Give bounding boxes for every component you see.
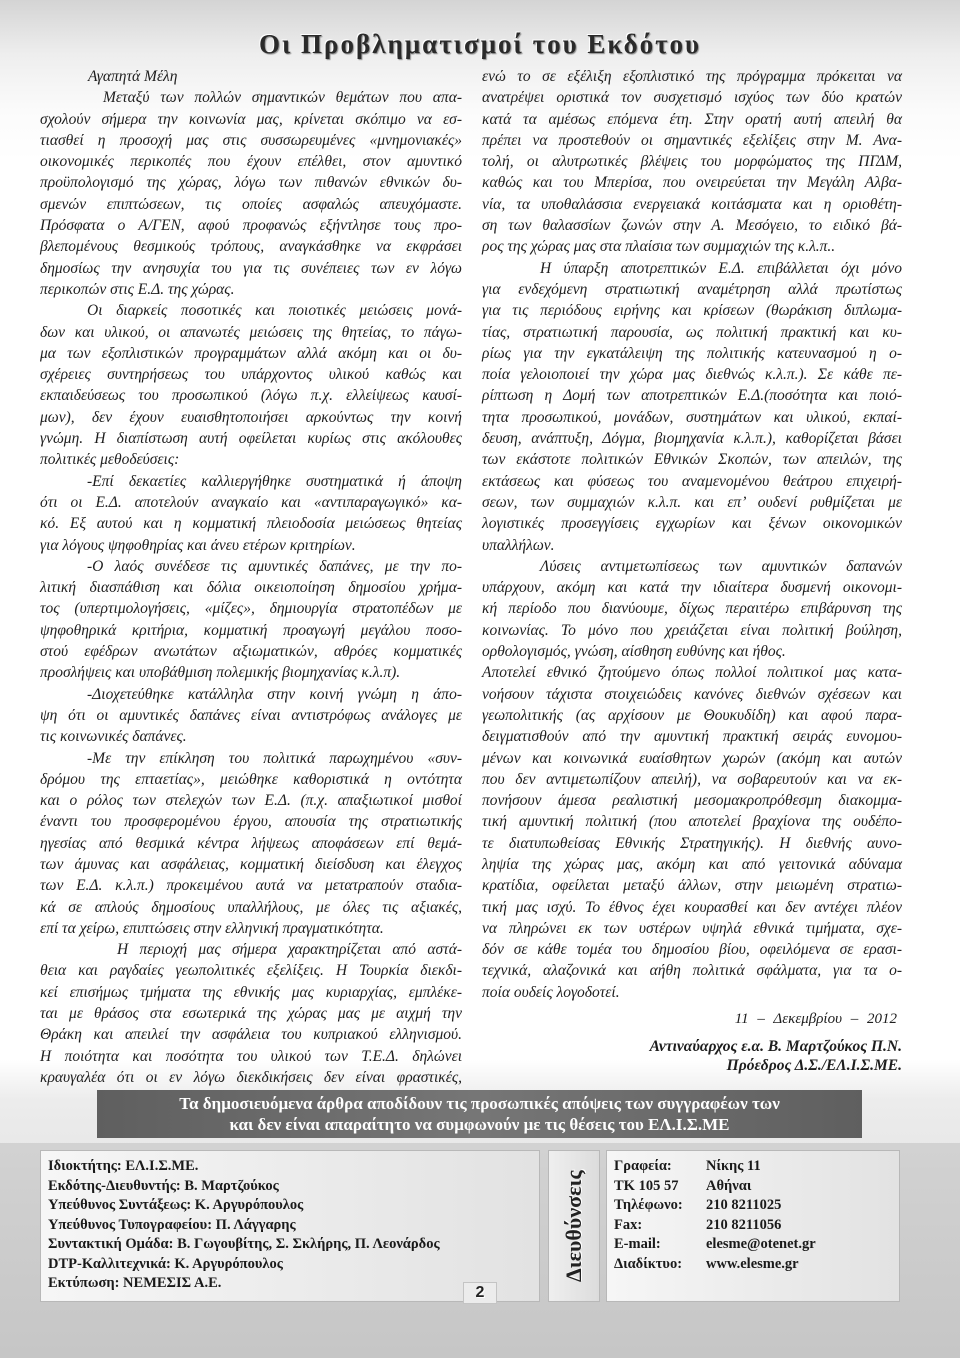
colophon-line: DTP-Καλλιτεχνικά: Κ. Αργυρόπουλος	[48, 1255, 283, 1272]
address-row	[614, 1255, 899, 1275]
text-line: έναντι του προσφερομένου έργου, απουσία της στρατιωτικής	[40, 813, 462, 831]
addresses-heading-box	[548, 1150, 600, 1302]
text-line: λογιστικές προσεγγίσεις εγχωρίων και ξένων οικονομικών	[482, 515, 902, 533]
text-line: -Διοχετεύθηκε κατάλληλα στην κοινή γνώμη η άπο-	[87, 685, 462, 703]
page-number: 2	[463, 1282, 497, 1304]
paragraph	[482, 556, 902, 662]
text-line: πονήσουν άμεσα ρεαλιστική μεσομακροπρόθεσμη διακομμα-	[482, 792, 902, 810]
text-line: υπάρχουν, ακόμη και κατά την ιδιαίτερα δυσμενή οικονομι-	[482, 579, 902, 597]
text-line: ση των θαλασσίων ζωνών στην Α. Μεσόγειο, το ειδικό βά-	[482, 217, 902, 235]
text-line: κά σε απλούς δημοσίους υπαλλήλους, με όλες τις αξιακές,	[40, 898, 462, 916]
address-value: elesme@otenet.gr	[706, 1236, 816, 1252]
text-line: εκπαιδεύσεως του προσωπικού (λόγω π.χ. ελλείψεως καυσί-	[40, 387, 462, 405]
text-line: κοινωνίας. Το μόνο που χρειάζεται είναι πολιτική βούληση,	[482, 621, 902, 639]
text-line: δόν σε κάθε τομέα του δημοσίου βίου, οφειλόμενα σε ερασι-	[482, 941, 902, 959]
text-line: ανατρέψει οριστικά τον συσχετισμό ισχύος των δύο κρατών	[482, 89, 902, 107]
text-line: τητα προσωπικού, μονάδων, συστημάτων και υλικού, εκπαί-	[482, 408, 902, 426]
text-line: κή περίοδο που διανύουμε, δίχως περαιτέρω επιβάρυνση της	[482, 600, 902, 618]
text-line: τος (υπερτιμολογήσεις, «μίζες», δημιουργία στρατοπέδων με	[40, 600, 462, 618]
text-line: τεχνικά, αλαζονικά και αήθη πολιτικά σφάλματα, για τα ο-	[482, 962, 902, 980]
addresses-panel	[606, 1150, 900, 1302]
text-line: δειγματισθούν από την αμυντική πρακτική σειράς ευνομου-	[482, 728, 902, 746]
text-line: Οι διαρκείς ποσοτικές και ποιοτικές μειώσεις μονά-	[87, 302, 462, 320]
text-line: προϋπολογισμό της χώρας, λόγω των πιθανών εθνικών δυ-	[40, 174, 462, 192]
text-line: να πληρώνει εκ των υστέρων υψηλά εθνικά τιμήματα, σχε-	[482, 919, 902, 937]
address-row	[614, 1216, 899, 1236]
text-line: ενώ το σε εξέλιξη εξοπλιστικό της πρόγραμμα πρόκειται να	[482, 68, 902, 85]
text-line: -Με την επίκληση του πολιτικά παρωχημένου «συν-	[87, 749, 462, 767]
address-label: ΤΚ 105 57	[614, 1177, 679, 1194]
text-line: τολή, οι αλυτρωτικές βλέψεις του μορφώματος της ΠΓΔΜ,	[482, 153, 902, 171]
text-line: Μεταξύ των πολλών σημαντικών θεμάτων που απα-	[103, 89, 462, 107]
address-row	[614, 1235, 899, 1255]
paragraph	[40, 300, 462, 470]
colophon-line: Συντακτική Ομάδα: Β. Γωγουβίτης, Σ. Σκλήρης, Π. Λεονάρδος	[48, 1236, 440, 1252]
text-line: μα των εξοπλιστικών προγραμμάτων αλλά ακόμη και οι δυ-	[40, 344, 462, 362]
text-line: δρόμου της επταετίας», μειώθηκε καθοριστικά η οντότητα	[40, 770, 462, 788]
text-line: τις κοινωνικές δαπάνες.	[40, 728, 187, 746]
text-line: κατά τα αμέσως επόμενα έτη. Στην ορατή αυτή απειλή θα	[482, 110, 902, 128]
text-line: εκτάσεως και φύσεως του αναμενομένου θεάτρου επιχειρή-	[482, 472, 902, 490]
colophon-line: Ιδιοκτήτης: ΕΛ.Ι.Σ.ΜΕ.	[48, 1158, 199, 1174]
text-line: πρέπει να προστεθούν οι σημαντικές εξελίξεις στην Μ. Ανα-	[482, 131, 902, 149]
text-line: που δεν αντιμετωπίζουν απειλή), να σοβαρευτούν και να εκ-	[482, 770, 902, 788]
text-line: κό. Εξ αυτού και η κομματική πλειοδοσία μειώσεως θητείας	[40, 515, 462, 533]
text-line: Η ύπαρξη αποτρεπτικών Ε.Δ. επιβάλλεται όχι μόνο	[540, 259, 902, 277]
text-line: των εκάστοτε πολιτικών Εθνικών Σκοπών, των απειλών, της	[482, 451, 902, 469]
text-line: πολιτικές μεθοδεύσεις:	[40, 451, 180, 469]
address-label: Τηλέφωνο:	[614, 1197, 683, 1213]
address-label: Γραφεία:	[614, 1158, 672, 1174]
address-value: 210 8211056	[706, 1216, 782, 1233]
address-value: Νίκης 11	[706, 1158, 761, 1174]
text-line: περικοπών στις Ε.Δ. της χώρας.	[40, 280, 235, 298]
text-line: τική αμυντική πολιτική (που αποτελεί βραχίονα της ουδέπο-	[482, 813, 902, 831]
text-line: για ενδεχόμενη στρατιωτική αναμέτρηση αλλά πρωτίστως	[482, 280, 902, 298]
disclaimer-banner	[97, 1090, 862, 1138]
colophon-line: Εκδότης-Διευθυντής: Β. Μαρτζούκος	[48, 1177, 279, 1194]
text-line: ποία γελοιοποιεί την χώρα μας διεθνώς κ.λ.π.). Σε κάθε πε-	[482, 366, 902, 384]
article-right-column	[482, 66, 902, 1003]
text-line: Η περιοχή μας σήμερα χαρακτηρίζεται από αστά-	[117, 941, 462, 959]
text-line: κραυγαλέα ότι οι εν λόγω διεκδικήσεις δεν είναι φραστικές,	[40, 1068, 462, 1086]
signature-name: Αντιναύαρχος ε.α. Β. Μαρτζούκος Π.Ν.	[649, 1038, 902, 1055]
paragraph	[40, 556, 462, 684]
text-line: Λύσεις αντιμετωπίσεως των αμυντικών δαπανών	[540, 557, 902, 575]
paragraph	[40, 939, 462, 1088]
page-title: Οι Προβληματισμοί του Εκδότου	[258, 29, 702, 59]
addresses-heading: Διευθύνσεις	[561, 1170, 586, 1282]
text-line: ρίως για την εγκατάλειψη της πολιτικής κατευνασμού η ο-	[482, 344, 902, 362]
text-line: οικονομικές περικοπές που έχουν επέλθει, στον αμυντικό	[40, 153, 462, 171]
address-label: Διαδίκτυο:	[614, 1255, 683, 1272]
paragraph	[40, 87, 462, 300]
text-line: των άμυνας και ασφάλειας, κομματική διείσδυση και έλεγχος	[40, 855, 462, 873]
text-line: ρίπτωση η Δομή των αποτρεπτικών Ε.Δ.(ποσότητα και ποιό-	[482, 387, 902, 405]
address-row	[614, 1157, 899, 1177]
text-line: Αγαπητά Μέλη	[88, 68, 178, 85]
text-line: Η ποιότητα και ποσότητα του υλικού των Τ.Ε.Δ. δηλώνει	[40, 1047, 462, 1065]
text-line: Αποτελεί εθνικό ζητούμενο όπως πολλοί πολιτικοί μας κατα-	[482, 664, 902, 682]
colophon-line: Υπεύθυνος Συντάξεως: Κ. Αργυρόπουλος	[48, 1197, 304, 1213]
text-line: σεων, των συμμαχιών κ.λ.π. και επ’ ουδενί ρυθμίζεται με	[482, 493, 902, 511]
text-line: μένων και κοινωνικά ευαίσθητων χωρών (ακόμη και αυτών	[482, 749, 902, 767]
paragraph	[40, 684, 462, 748]
text-line: επί τα χείρω, επιπτώσεις στην ελληνική πραγματικότητα.	[40, 919, 384, 937]
colophon-line: Εκτύπωση: ΝΕΜΕΣΙΣ Α.Ε.	[48, 1275, 222, 1291]
text-line: δευση, ανάπτυξη, Δόγμα, βιομηχανία κ.λ.π.), καθορίζεται βάσει	[482, 430, 902, 448]
salutation	[40, 66, 462, 87]
paragraph	[40, 471, 462, 556]
text-line: ψηφοθηρικά κριτήρια, κομματική προαγωγή μεγάλου ποσο-	[40, 621, 462, 639]
text-line: θεια και ραγδαίες γεωπολιτικές εξελίξεις. Η Τουρκία διεκδι-	[40, 962, 462, 980]
text-line: δημοσίως την ανησυχία του για τις συνέπειες των εν λόγω	[40, 259, 462, 277]
text-line: ληψία της χώρας μας, ακόμη και από γειτονικά αδύναμα	[482, 855, 902, 873]
text-line: για τις περιόδους ειρήνης και κρίσεων (θωράκιση διπλωμα-	[482, 302, 902, 320]
text-line: ρος της χώρας μας στα πλαίσια των συμμαχιών της κ.λ.π..	[482, 238, 836, 256]
disclaimer-line: και δεν είναι απαραίτητο να συμφωνούν με τις θέσεις του ΕΛ.Ι.Σ.ΜΕ	[229, 1115, 730, 1134]
article-date: 11 – Δεκεμβρίου – 2012	[734, 1011, 897, 1027]
text-line: ται με θράσος στα εσωτερικά της χώρας μας με αιχμή την	[40, 1005, 462, 1023]
text-line: -Επί δεκαετίες καλλιεργήθηκε συστηματικά ή άποψη	[87, 472, 462, 490]
text-line: σχολούν σήμερα την κοινωνία μας, κρίνεται σκόπιμο να εσ-	[40, 110, 462, 128]
address-label: E-mail:	[614, 1236, 661, 1252]
address-value: 210 8211025	[706, 1197, 782, 1213]
text-line: σχέρειες συντηρήσεως του υπάρχοντος υλικού καθώς και	[40, 366, 462, 384]
text-line: προσλήψεις και υποβάθμιση πολεμικής βιομηχανίας κ.λ.π).	[40, 664, 401, 682]
address-value: www.elesme.gr	[706, 1255, 799, 1272]
text-line: τε διατυπωθείσας Εθνικής Στρατηγικής). Η διεθνής αυνο-	[482, 834, 902, 852]
text-line: ποία ουδείς λογοδοτεί.	[482, 983, 620, 1001]
text-line: -Ο λαός συνέδεσε τις αμυντικές δαπάνες, με την πο-	[87, 557, 462, 575]
paragraph	[482, 66, 902, 258]
text-line: ηγεσίας από θεσμικά κέντρα λήψεως αποφάσεων επί θεμά-	[40, 834, 462, 852]
text-line: τιασθεί η προσοχή μας στις συσσωρευμένες «μνημονιακές»	[40, 131, 462, 149]
text-line: ορθολογισμός, γνώση, αίσθηση ευθύνης και ήθος.	[482, 643, 786, 661]
text-line: Πρόσφατα ο Α/ΓΕΝ, αφού προφανώς εξήντλησε τους προ-	[40, 217, 462, 235]
text-line: κεί επισήμως τμήματα της εθνικής μας κυριαρχίας, εμπλέκε-	[40, 983, 462, 1001]
text-line: υπαλλήλων.	[482, 536, 555, 554]
text-line: ότι οι Ε.Δ. αποτελούν αναγκαίο και «αντιπαραγωγικό» κα-	[40, 493, 462, 511]
address-row	[614, 1177, 899, 1197]
text-line: λιτική διασπάθιση και δόλια οικειοποίηση δημοσίου χρήμα-	[40, 579, 462, 597]
colophon	[40, 1150, 540, 1302]
text-line: γεωπολιτικής (ας αρχίσουν με Θουκυδίδη) και αφού παρα-	[482, 706, 902, 724]
article-left-column	[40, 66, 462, 1088]
colophon-line: Υπεύθυνος Τυπογραφείου: Π. Λάγγαρης	[48, 1216, 296, 1233]
signature-role: Πρόεδρος Δ.Σ./ΕΛ.Ι.Σ.ΜΕ.	[726, 1057, 902, 1074]
text-line: των Ε.Δ. κ.λ.π.) προκειμένου αυτά να μετατραπούν σταδια-	[40, 877, 462, 895]
text-line: για λόγους ψηφοθηρίας και άνευ ετέρων κριτηρίων.	[40, 536, 356, 554]
text-line: τική μας ισχύ. Το έθνος έχει κουρασθεί και δεν αντέχει πλέον	[482, 898, 902, 916]
text-line: βλεπομένους θεσμικούς τρόπους, αναγκάσθηκε να εκφράσει	[40, 238, 462, 256]
text-line: δων και υλικού, οι απανωτές μειώσεις της θητείας, το πάγω-	[40, 323, 462, 341]
text-line: ψη ότι οι αμυντικές δαπάνες είναι αντιστρόφως ανάλογες με	[40, 706, 462, 724]
text-line: μων), δεν έχουν ευαισθητοποιήσει αρκούντως την κοινή	[40, 408, 462, 426]
text-line: καθώς και του Μπερίσα, που ονειρεύεται την Μεγάλη Αλβα-	[482, 174, 902, 192]
text-line: Θράκη και απειλεί την ασφάλεια του κυπριακού ελληνισμού.	[40, 1026, 462, 1044]
address-row	[614, 1196, 899, 1216]
text-line: και ο ρόλος των στελεχών των Ε.Δ. (π.χ. απαξιωτικοί μισθοί	[40, 792, 462, 810]
text-line: τίας, στρατιωτική παρουσία, ως πολιτική πρακτική και κυ-	[482, 323, 902, 341]
paragraph	[40, 748, 462, 940]
paragraph	[482, 662, 902, 1003]
text-line: στού εφέδρων ανωτάτων αξιωματικών, αθρόες κομματικές	[40, 643, 462, 661]
text-line: κρατίδια, οφείλεται μεταξύ άλλων, στην μειωμένη στρατιω-	[482, 877, 902, 895]
address-value: Αθήναι	[706, 1177, 752, 1194]
paragraph	[482, 258, 902, 556]
address-label: Fax:	[614, 1216, 643, 1233]
disclaimer-line: Τα δημοσιευόμενα άρθρα αποδίδουν τις προσωπικές απόψεις των συγγραφέων των	[179, 1094, 780, 1113]
text-line: γνώμη. Η διαπίστωση αυτή οφείλεται κυρίως στις ακόλουθες	[40, 430, 462, 448]
text-line: σμενών επιπτώσεων, τις οποίες ασφαλώς απευχόμαστε.	[40, 195, 462, 213]
text-line: νοήσουν τάχιστα στοιχειώδεις κανόνες διεθνών σχέσεων και	[482, 685, 902, 703]
text-line: νία, τα υποθαλάσσια ενεργειακά κοιτάσματα και η οριοθέτη-	[482, 195, 902, 213]
